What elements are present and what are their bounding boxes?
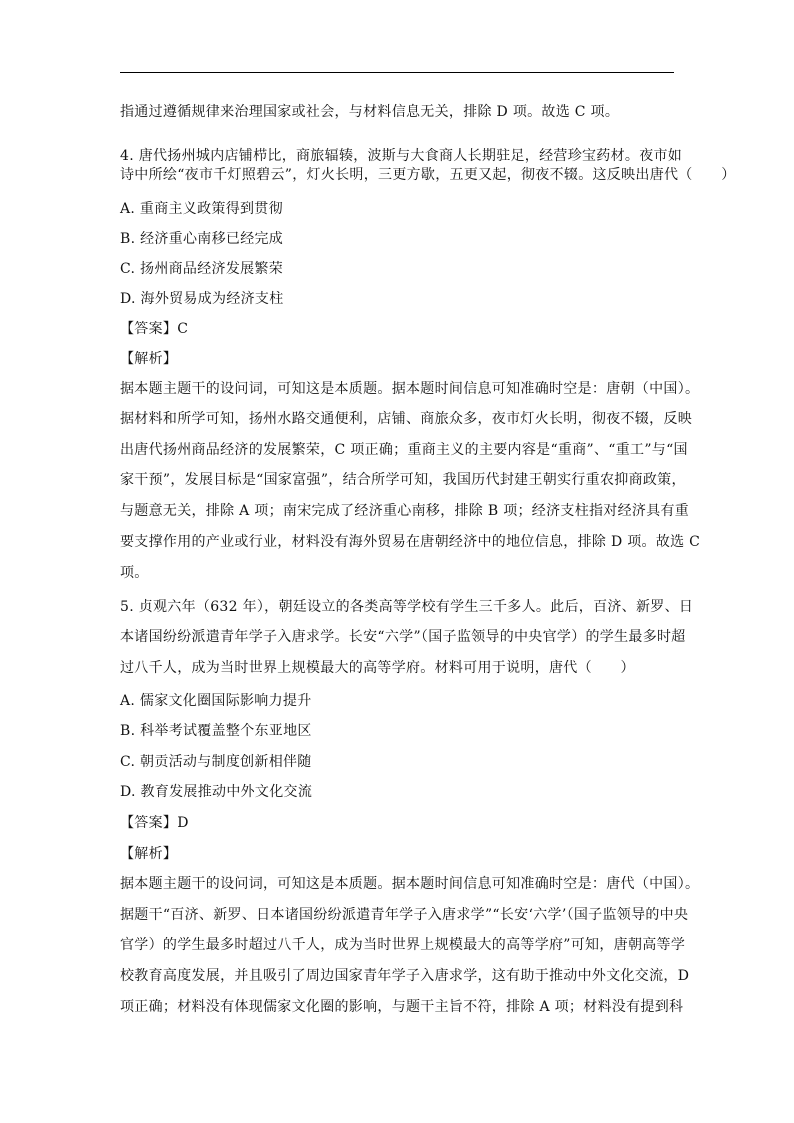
text-line: 据本题主题干的设问词，可知这是本质题。据本题时间信息可知准确时空是：唐朝（中国）。 <box>120 381 700 397</box>
option-c: C. 扬州商品经济发展繁荣 <box>120 261 284 277</box>
option-b: B. 经济重心南移已经完成 <box>120 231 284 247</box>
option-a: A. 重商主义政策得到贯彻 <box>120 201 283 217</box>
text-line: 据本题主题干的设问词，可知这是本质题。据本题时间信息可知准确时空是：唐代（中国）。 <box>120 876 700 892</box>
option-b: B. 科举考试覆盖整个东亚地区 <box>120 723 312 739</box>
text-line: 校教育高度发展，并且吸引了周边国家青年学子入唐求学，这有助于推动中外文化交流，D <box>120 968 690 984</box>
text-line: 据题干“百济、新罗、日本诸国纷纷派遣青年学子入唐求学”“长安‘六学’（国子监领导的中央 <box>120 907 689 923</box>
text-line: 本诸国纷纷派遣青年学子入唐求学。长安“六学”（国子监领导的中央官学）的学生最多时超 <box>120 629 686 645</box>
text-line: 过八千人，成为当时世界上规模最大的高等学府。材料可用于说明，唐代（ ） <box>120 660 635 676</box>
text-line: 指通过遵循规律来治理国家或社会，与材料信息无关，排除 D 项。故选 C 项。 <box>120 104 620 120</box>
text-line: 与题意无关，排除 A 项；南宋完成了经济重心南移，排除 B 项；经济支柱指对经济具有重 <box>120 503 690 519</box>
text-line: 要支撑作用的产业或行业，材料没有海外贸易在唐朝经济中的地位信息，排除 D 项。故选 C <box>120 534 701 550</box>
text-line: 诗中所绘“夜市千灯照碧云”，灯火长明，三更方歇，五更又起，彻夜不辍。这反映出唐代（ ） <box>120 167 736 183</box>
text-line: 据材料和所学可知，扬州水路交通便利，店铺、商旅众多，夜市灯火长明，彻夜不辍，反映 <box>120 411 692 427</box>
answer-label: 【答案】C <box>120 321 189 337</box>
text-line: 项。 <box>120 565 149 581</box>
question-5-stem: 5. 贞观六年（632 年），朝廷设立的各类高等学校有学生三千多人。此后，百济、新罗、日 <box>120 599 694 615</box>
option-a: A. 儒家文化圈国际影响力提升 <box>120 693 312 709</box>
text-line: 项正确；材料没有体现儒家文化圈的影响，与题干主旨不符，排除 A 项；材料没有提到科 <box>120 999 684 1015</box>
text-line: 家干预”，发展目标是“国家富强”，结合所学可知，我国历代封建王朝实行重农抑商政策， <box>120 472 686 488</box>
question-4-stem: 4. 唐代扬州城内店铺栉比，商旅辐辏，波斯与大食商人长期驻足，经营珍宝药材。夜市如 <box>120 148 683 164</box>
analysis-heading: 【解析】 <box>120 351 178 367</box>
answer-label: 【答案】D <box>120 815 189 831</box>
text-line: 出唐代扬州商品经济的发展繁荣，C 项正确；重商主义的主要内容是“重商”、“重工”与“国 <box>120 442 688 458</box>
option-c: C. 朝贡活动与制度创新相伴随 <box>120 754 312 770</box>
option-d: D. 海外贸易成为经济支柱 <box>120 291 284 307</box>
analysis-heading: 【解析】 <box>120 846 178 862</box>
option-d: D. 教育发展推动中外文化交流 <box>120 784 313 800</box>
text-line: 官学）的学生最多时超过八千人，成为当时世界上规模最大的高等学府”可知，唐朝高等学 <box>120 937 686 953</box>
header-rule <box>120 72 674 73</box>
